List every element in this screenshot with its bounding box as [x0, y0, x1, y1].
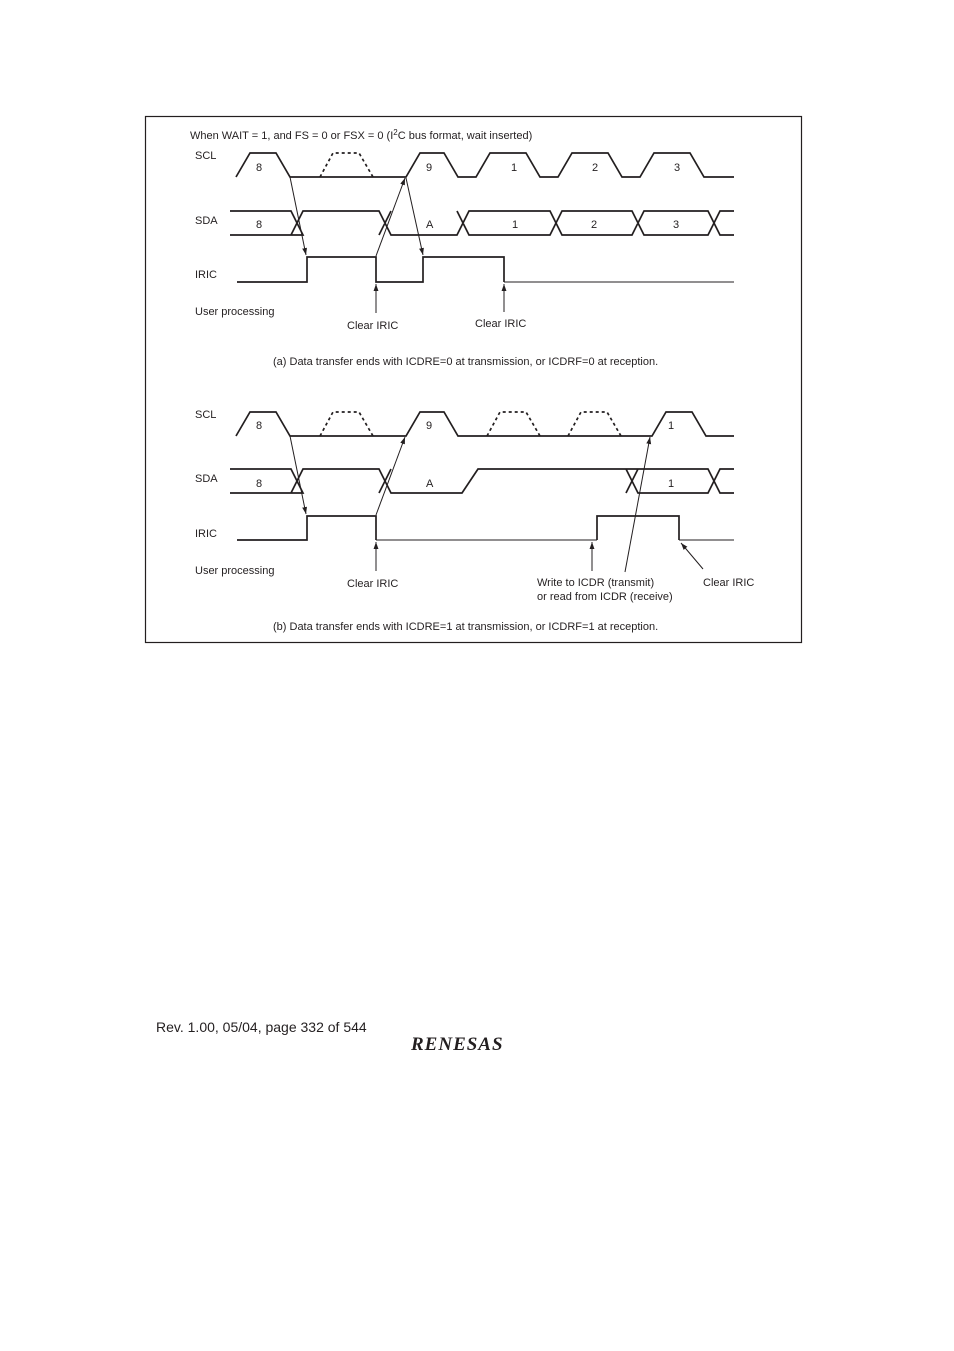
panel-a-sda-num-a: A [426, 219, 434, 231]
panel-a-iric-label: IRIC [195, 269, 217, 281]
panel-b-scl-num-8: 8 [256, 420, 263, 432]
panel-a [195, 150, 734, 368]
panel-b-scl-label: SCL [195, 409, 217, 421]
panel-b-sda-num-a: A [426, 478, 434, 490]
renesas-logo: RENESAS [411, 1034, 504, 1055]
panel-b-sda-wave [230, 469, 734, 493]
panel-a-sda-num-8: 8 [256, 219, 263, 231]
panel-a-arrow-iric-to-scl [376, 178, 405, 256]
panel-b-sda-num-1: 1 [668, 478, 675, 490]
panel-a-scl-num-1: 1 [511, 162, 518, 174]
panel-b-sda-num-8: 8 [256, 478, 263, 490]
panel-a-arrow-scl-to-iric-2 [406, 178, 423, 255]
panel-b-iric-label: IRIC [195, 528, 217, 540]
panel-a-scl-num-2: 2 [592, 162, 599, 174]
panel-b-annotation-read-icdr: or read from ICDR (receive) [537, 591, 673, 603]
diagram-frame [146, 117, 802, 643]
panel-a-sda-num-3: 3 [673, 219, 680, 231]
panel-a-arrow-scl-to-iric [290, 177, 306, 255]
panel-b-annotation-clear-iric-1: Clear IRIC [347, 578, 399, 590]
panel-b-user-label: User processing [195, 565, 275, 577]
panel-a-sda-num-2: 2 [591, 219, 598, 231]
panel-a-annotation-clear-iric-2: Clear IRIC [475, 318, 527, 330]
page-footer-info: Rev. 1.00, 05/04, page 332 of 544 [156, 1019, 367, 1035]
diagram-heading: When WAIT = 1, and FS = 0 or FSX = 0 ($I^2C$ bus format, wait inserted) [190, 128, 533, 142]
panel-b-scl-wait-dash-1 [320, 412, 373, 436]
panel-b-scl-wait-dash-2 [487, 412, 540, 436]
panel-b-scl-num-1: 1 [668, 420, 675, 432]
panel-b-arrow-iric-to-scl [376, 437, 405, 515]
panel-a-scl-label: SCL [195, 150, 217, 162]
panel-a-scl-wait-dash [320, 153, 373, 177]
panel-b-sda-label: SDA [195, 473, 218, 485]
panel-a-sda-label: SDA [195, 215, 218, 227]
panel-a-scl-num-9: 9 [426, 162, 433, 174]
panel-b-scl-wait-dash-3 [568, 412, 621, 436]
panel-b-annotation-write-icdr: Write to ICDR (transmit) [537, 577, 655, 589]
panel-a-iric-wave [237, 257, 504, 282]
panel-b [195, 409, 754, 633]
panel-b-arrow-clear-2 [681, 543, 703, 569]
panel-b-scl-num-9: 9 [426, 420, 433, 432]
panel-b-scl-wave [236, 412, 734, 436]
panel-a-user-label: User processing [195, 306, 275, 318]
panel-a-sda-wave [230, 211, 734, 235]
panel-a-scl-num-3: 3 [674, 162, 681, 174]
panel-b-arrow-write-to-scl [625, 437, 650, 572]
panel-a-scl-wave [236, 153, 734, 177]
panel-b-iric-wave [237, 516, 679, 540]
panel-b-arrow-scl-to-iric [290, 436, 306, 514]
panel-a-sda-num-1: 1 [512, 219, 519, 231]
panel-b-caption: (b) Data transfer ends with ICDRE=1 at transmission, or ICDRF=1 at reception. [273, 621, 659, 633]
panel-b-annotation-clear-iric-2: Clear IRIC [703, 577, 755, 589]
panel-a-scl-num-8: 8 [256, 162, 263, 174]
panel-a-caption: (a) Data transfer ends with ICDRE=0 at transmission, or ICDRF=0 at reception. [273, 356, 659, 368]
panel-a-annotation-clear-iric-1: Clear IRIC [347, 320, 399, 332]
